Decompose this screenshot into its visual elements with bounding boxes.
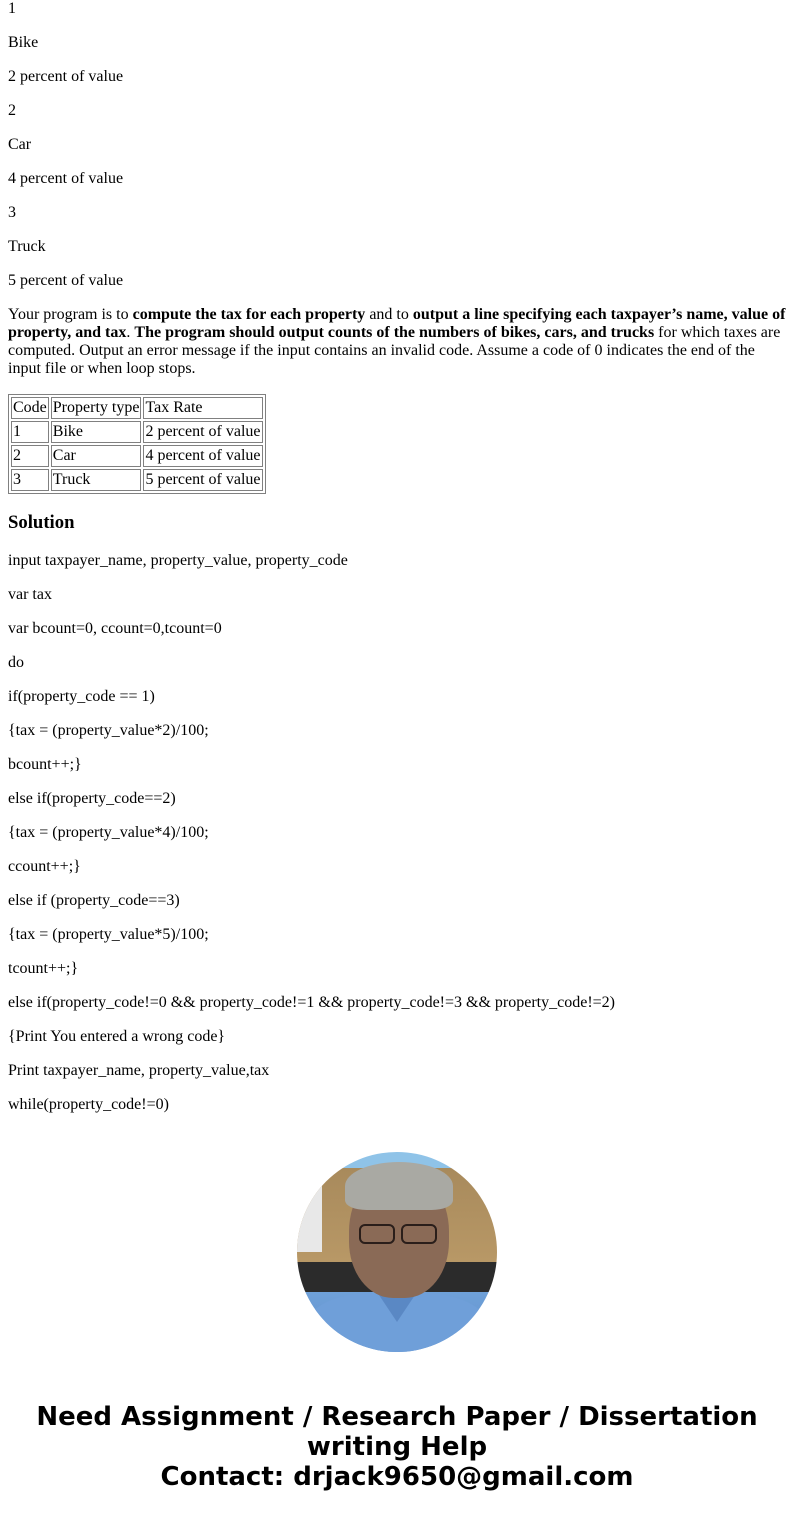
solution-code <box>8 552 786 1114</box>
cell-tax-rate: 4 percent of value <box>143 445 262 467</box>
code-line: Print taxpayer_name, property_value,tax <box>8 1062 270 1079</box>
table-row <box>11 469 263 491</box>
rate-value-1: 2 percent of value <box>8 68 124 85</box>
rate-code-1: 1 <box>8 0 16 17</box>
code-line: if(property_code == 1) <box>8 688 155 705</box>
tax-rate-table <box>8 394 266 494</box>
header-tax-rate: Tax Rate <box>143 397 262 419</box>
cell-tax-rate: 2 percent of value <box>143 421 262 443</box>
rate-code-3: 3 <box>8 204 16 221</box>
code-line: {tax = (property_value*2)/100; <box>8 722 209 739</box>
code-line: else if (property_code==3) <box>8 892 180 909</box>
code-line: else if(property_code!=0 && property_code!=1 && property_code!=3 && property_code!=2) <box>8 994 616 1011</box>
code-line: do <box>8 654 24 671</box>
table-header-row <box>11 397 263 419</box>
solution-heading: Solution <box>8 512 75 533</box>
rate-type-1: Bike <box>8 34 39 51</box>
problem-description <box>8 306 786 378</box>
desc-text-3: . <box>126 324 135 341</box>
cell-property-type: Truck <box>51 469 142 491</box>
author-avatar <box>297 1152 497 1352</box>
avatar-glasses <box>359 1224 439 1242</box>
code-line: var bcount=0, ccount=0,tcount=0 <box>8 620 222 637</box>
desc-text-4: for which taxes are computed. Output an error message if the input contains an invalid code. Assume a code of 0 indicates the end of the input file or when loop stops. <box>8 324 781 377</box>
rate-code-2: 2 <box>8 102 16 119</box>
cell-property-type: Car <box>51 445 142 467</box>
rate-value-2: 4 percent of value <box>8 170 124 187</box>
code-line: {tax = (property_value*4)/100; <box>8 824 209 841</box>
cell-code: 1 <box>11 421 49 443</box>
promo-contact: Contact: drjack9650@gmail.com <box>160 1462 634 1492</box>
cell-tax-rate: 5 percent of value <box>143 469 262 491</box>
header-property-type: Property type <box>51 397 142 419</box>
code-line: else if(property_code==2) <box>8 790 176 807</box>
desc-text-2: and to <box>365 306 413 323</box>
avatar-hair <box>345 1162 453 1210</box>
avatar-background-detail <box>297 1182 322 1252</box>
code-line: while(property_code!=0) <box>8 1096 169 1113</box>
desc-text-1: Your program is to <box>8 306 133 323</box>
table-row <box>11 421 263 443</box>
code-line: {tax = (property_value*5)/100; <box>8 926 209 943</box>
desc-bold-2: output a line specifying each taxpayer’s name, value of property, and tax <box>8 306 786 341</box>
rate-type-2: Car <box>8 136 32 153</box>
code-line: input taxpayer_name, property_value, property_code <box>8 552 348 569</box>
table-row <box>11 445 263 467</box>
cell-property-type: Bike <box>51 421 142 443</box>
promo-text <box>0 1402 794 1492</box>
header-code: Code <box>11 397 49 419</box>
code-line: tcount++;} <box>8 960 79 977</box>
code-line: var tax <box>8 586 52 603</box>
cell-code: 3 <box>11 469 49 491</box>
code-line: {Print You entered a wrong code} <box>8 1028 226 1045</box>
rate-list <box>8 0 786 290</box>
cell-code: 2 <box>11 445 49 467</box>
desc-bold-1: compute the tax for each property <box>132 306 366 323</box>
desc-bold-3: The program should output counts of the numbers of bikes, cars, and trucks <box>134 324 655 341</box>
code-line: ccount++;} <box>8 858 81 875</box>
rate-type-3: Truck <box>8 238 46 255</box>
rate-value-3: 5 percent of value <box>8 272 124 289</box>
promo-line-1: Need Assignment / Research Paper / Dissertation writing Help <box>36 1402 758 1462</box>
code-line: bcount++;} <box>8 756 82 773</box>
promo-section <box>0 1152 794 1492</box>
